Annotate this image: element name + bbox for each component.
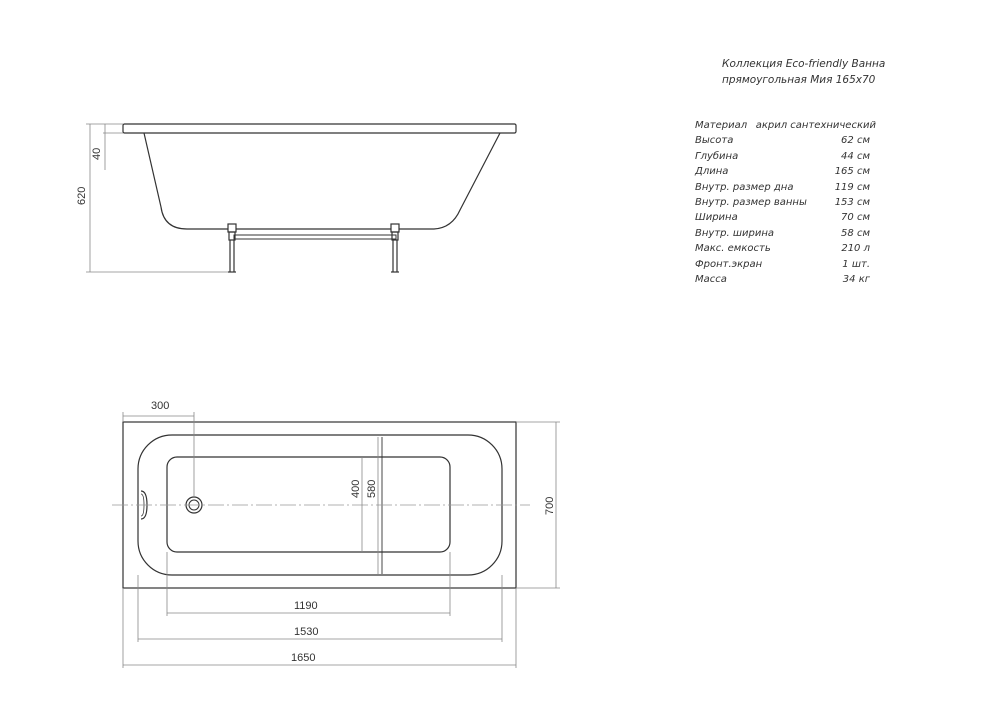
side-view-basin [144, 133, 500, 229]
spec-row [695, 197, 870, 212]
spec-title-line2: прямоугольная Мия 165х70 [722, 74, 876, 86]
spec-label: Внутр. размер дна [695, 181, 794, 193]
spec-value: акрил сантехнический [755, 120, 876, 131]
spec-label: Фронт.экран [695, 258, 763, 270]
spec-row [695, 166, 870, 181]
spec-value: 119 см [834, 181, 870, 193]
spec-value: 210 л [841, 243, 870, 255]
spec-row [695, 135, 870, 150]
side-view-rim [123, 124, 516, 133]
spec-value: 44 см [841, 150, 870, 162]
spec-value: 165 см [834, 166, 870, 178]
spec-row [695, 120, 876, 135]
dim-top-1190: 1190 [294, 600, 318, 612]
side-view [123, 124, 516, 272]
spec-title-line1: Коллекция Eco-friendly Ванна [722, 58, 886, 70]
spec-value: 58 см [841, 227, 870, 239]
spec-label: Высота [695, 135, 734, 147]
spec-row [695, 228, 870, 243]
dim-top-1530: 1530 [294, 626, 319, 638]
dim-side-rim: 40 [91, 147, 103, 160]
spec-label: Масса [695, 273, 727, 285]
dim-top-300: 300 [151, 400, 170, 412]
spec-row [695, 243, 870, 258]
spec-value: 153 см [834, 196, 870, 208]
spec-value: 70 см [841, 212, 870, 224]
spec-row [695, 151, 870, 166]
spec-label: Глубина [695, 150, 739, 162]
spec-row [695, 212, 870, 227]
side-view-left-leg [228, 224, 236, 272]
spec-value: 34 кг [842, 273, 870, 285]
spec-row [695, 182, 870, 197]
spec-label: Внутр. размер ванны [695, 196, 807, 208]
dim-side-height: 620 [76, 186, 88, 205]
side-view-dimensions [86, 124, 228, 272]
dim-top-700: 700 [544, 496, 556, 515]
spec-label: Материал [695, 120, 748, 131]
dim-top-400: 400 [350, 479, 362, 498]
spec-label: Длина [695, 166, 729, 178]
spec-label: Ширина [695, 212, 738, 224]
side-view-right-leg [391, 224, 399, 272]
spec-value: 62 см [841, 135, 870, 147]
side-view-leg-bar [234, 235, 396, 239]
spec-value: 1 шт. [842, 258, 870, 270]
spec-title [722, 56, 885, 88]
spec-row [695, 274, 870, 289]
top-view-bottom [167, 457, 450, 552]
dim-top-1650: 1650 [291, 652, 316, 664]
spec-table [695, 120, 876, 289]
dim-top-580: 580 [366, 479, 378, 498]
spec-label: Макс. емкость [695, 243, 771, 255]
spec-label: Внутр. ширина [695, 227, 775, 239]
top-view-dimensions [123, 412, 560, 668]
spec-row [695, 259, 870, 274]
